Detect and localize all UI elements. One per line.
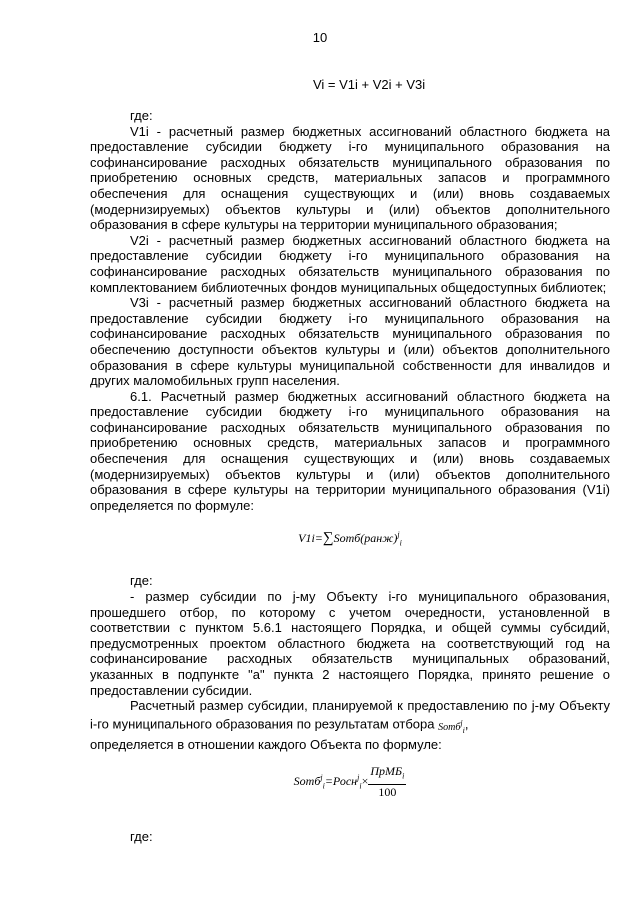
page-number: 10 [312, 30, 328, 45]
paragraph-subsidy-size: - размер субсидии по j-му Объекту i-го муниципального образования, прошедшего отбор, по которому с учетом очередности, установленной в соответствии с пунктом 5.6.1 настоящего Порядка, и общей суммы субсидий, предусмотренных проектом областного бюджета на соответствующий год на софинансирование расходных обязательств муниципальных образований, указанных в подпункте "а" пункта 2 настоящего Порядка, принято решение о предоставлении субсидии. [90, 589, 610, 698]
paragraph-estimated-size: Расчетный размер субсидии, планируемой к предоставлению по j-му Объекту i-го муниципального образования по результатам отбора Sотб$^j_i$, [90, 698, 610, 736]
paragraph-v3: V3i - расчетный размер бюджетных ассигнований областного бюджета на предоставление субсидии бюджету i-го муниципального образования на софинансирование расходных обязательств муниципального образования по обеспечению доступности объектов культуры и (или) объектов дополнительного образования в сфере культуры муниципальной собственности для инвалидов и других маломобильных групп населения. [90, 295, 610, 389]
main-formula: Vi = V1i + V2i + V3i [313, 77, 426, 92]
document-body [90, 108, 610, 844]
inline-symbol: Sотб$^j_i$ [438, 718, 465, 736]
estimated-size-text: Расчетный размер субсидии, планируемой к предоставлению по j-му Объекту i-го муниципального образования по результатам отбора [90, 698, 610, 732]
formula-v1-sup: j [397, 530, 400, 540]
where-label-2: где: [130, 573, 153, 589]
paragraph-6-1: 6.1. Расчетный размер бюджетных ассигнований областного бюджета на предоставление субсидии бюджету i-го муниципального образования на софинансирование расходных обязательств муниципального образования по приобретению основных средств, материальных запасов и программного обеспечения для оснащения существующих и (или) вновь создаваемых (модернизируемых) объектов культуры и (или) объектов дополнительного образования в сфере культуры на территории муниципального образования (V1i) определяется по формуле: [90, 388, 610, 513]
formula-v1-lhs: V1i= [298, 531, 323, 546]
paragraph-determined: определяется в отношении каждого Объекта по формуле: [90, 736, 442, 752]
where-label: где: [130, 108, 153, 123]
fraction: $\frac{ПрМБ_i}{100}$ [370, 764, 405, 800]
where-label-3: где: [130, 828, 153, 844]
formula-v1-sub: i [399, 538, 402, 548]
paragraph-v1: V1i - расчетный размер бюджетных ассигнований областного бюджета на предоставление субсидии бюджету i-го муниципального образования на софинансирование расходных обязательств муниципального образования по приобретению основных средств, материальных запасов и программного обеспечения для оснащения существующих и (или) вновь создаваемых (модернизируемых) объектов культуры и (или) объектов дополнительного образования в сфере культуры на территории муниципального образования; [90, 123, 610, 233]
formula-s: Sотб$^j_i$=Росн$^j_i$× $\frac{ПрМБ_i}{100}$ [293, 764, 405, 800]
formula-v1-term: Sотб(ранж) [333, 531, 398, 546]
paragraph-v2: V2i - расчетный размер бюджетных ассигнований областного бюджета на предоставление субсидии бюджету i-го муниципального образования на софинансирование расходных обязательств муниципального образования по комплектованием библиотечных фондов муниципальных общедоступных библиотек; [90, 232, 610, 295]
formula-v1 [90, 527, 610, 551]
sum-symbol: ∑ [322, 530, 334, 547]
